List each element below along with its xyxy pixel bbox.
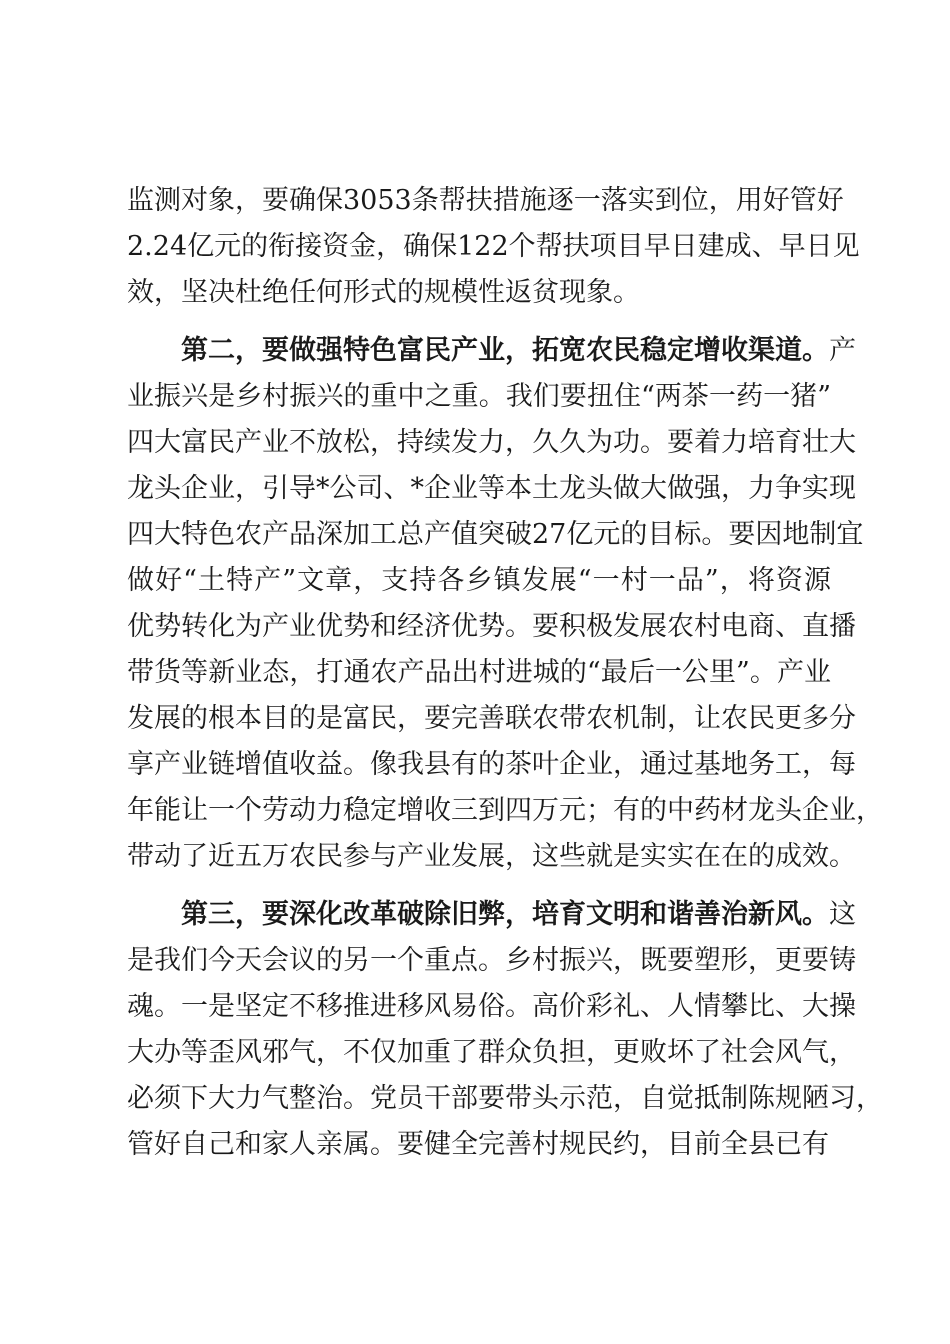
paragraph-first-line <box>127 892 856 938</box>
body-text <box>127 178 883 1168</box>
text-line: 四大特色农产品深加工总产值突破27亿元的目标。要因地制宜 <box>127 519 864 550</box>
text-line: 效，坚决杜绝任何形式的规模性返贫现象。 <box>127 277 640 308</box>
text-line: 带货等新业态，打通农产品出村进城的“最后一公里”。产业 <box>127 657 831 688</box>
text-line: 管好自己和家人亲属。要健全完善村规民约，目前全县已有 <box>127 1129 829 1160</box>
paragraph-heading: 第二，要做强特色富民产业，拓宽农民稳定增收渠道。 <box>181 335 829 366</box>
paragraph-2 <box>127 328 883 880</box>
text-line: 优势转化为产业优势和经济优势。要积极发展农村电商、直播 <box>127 611 856 642</box>
text-line: 监测对象，要确保3053条帮扶措施逐一落实到位，用好管好 <box>127 185 844 216</box>
text-line: 做好“土特产”文章，支持各乡镇发展“一村一品”，将资源 <box>127 565 831 596</box>
text-line: 魂。一是坚定不移推进移风易俗。高价彩礼、人情攀比、大操 <box>127 991 856 1022</box>
text-line: 年能让一个劳动力稳定增收三到四万元；有的中药材龙头企业， <box>127 795 883 826</box>
paragraph-3 <box>127 892 883 1168</box>
text-line: 带动了近五万农民参与产业发展，这些就是实实在在的成效。 <box>127 841 856 872</box>
text-line: 是我们今天会议的另一个重点。乡村振兴，既要塑形，更要铸 <box>127 945 856 976</box>
text-line: 发展的根本目的是富民，要完善联农带农机制，让农民更多分 <box>127 703 856 734</box>
paragraph-heading: 第三，要深化改革破除旧弊，培育文明和谐善治新风。 <box>181 899 829 930</box>
text-span: 这 <box>829 899 856 930</box>
text-line: 四大富民产业不放松，持续发力，久久为功。要着力培育壮大 <box>127 427 856 458</box>
text-line: 大办等歪风邪气，不仅加重了群众负担，更败坏了社会风气， <box>127 1037 856 1068</box>
paragraph-1 <box>127 178 860 316</box>
text-line: 业振兴是乡村振兴的重中之重。我们要扭住“两茶一药一猪” <box>127 381 831 412</box>
text-line: 2.24亿元的衔接资金，确保122个帮扶项目早日建成、早日见 <box>127 231 860 262</box>
text-span: 产 <box>829 335 856 366</box>
text-line: 龙头企业，引导*公司、*企业等本土龙头做大做强，力争实现 <box>127 473 856 504</box>
text-line: 享产业链增值收益。像我县有的茶叶企业，通过基地务工，每 <box>127 749 856 780</box>
text-line: 必须下大力气整治。党员干部要带头示范，自觉抵制陈规陋习， <box>127 1083 883 1114</box>
paragraph-first-line <box>127 328 856 374</box>
